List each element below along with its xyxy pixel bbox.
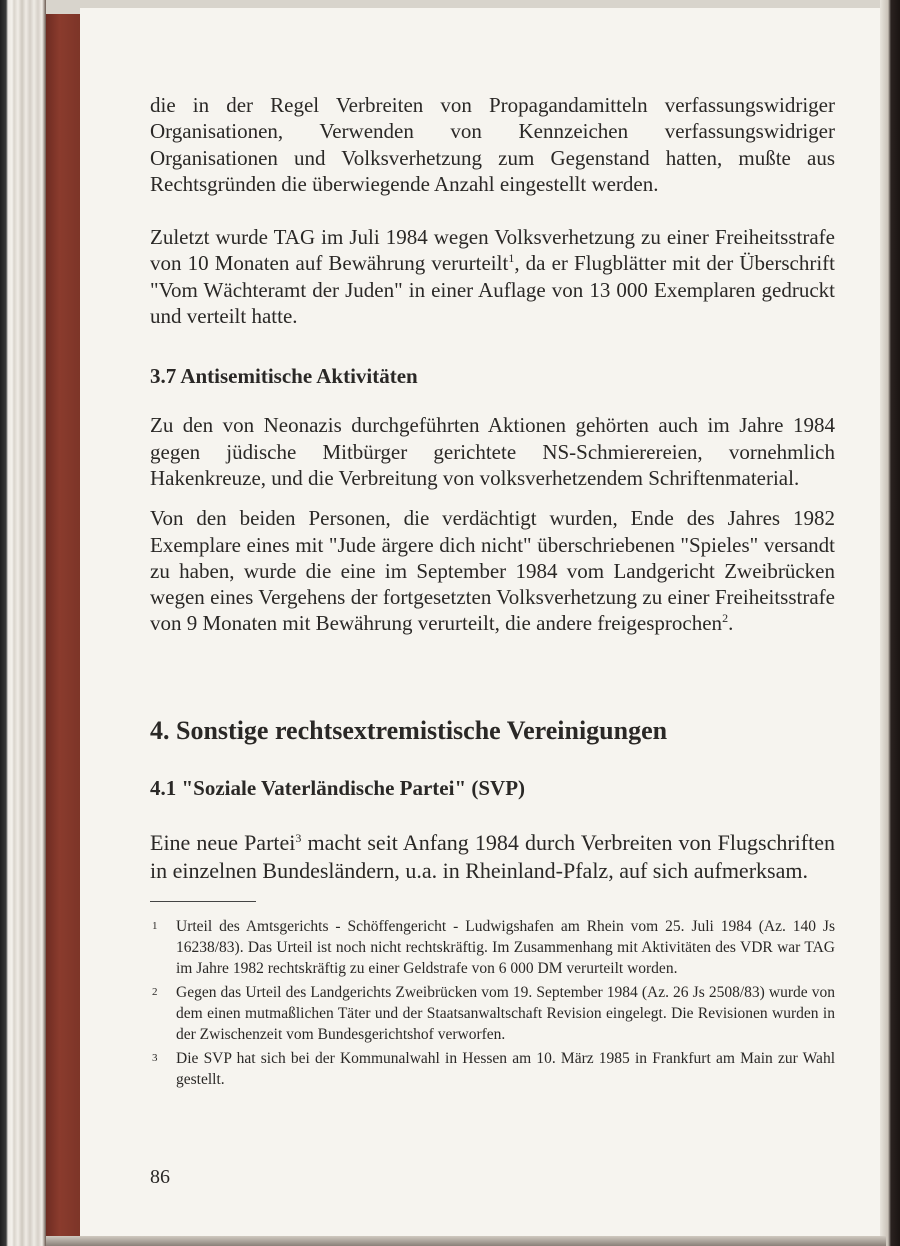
chapter-heading-4: 4. Sonstige rechtsextremistische Vereinigungen [150, 715, 668, 745]
page-content [150, 92, 835, 1090]
section-heading-4-1: 4.1 "Soziale Vaterländische Partei" (SVP) [150, 775, 526, 800]
book-binding [46, 14, 80, 1236]
paragraph-2 [150, 224, 835, 329]
footnote-ref-1: 1 [508, 251, 515, 266]
book-page-edges [0, 0, 46, 1246]
book-right-edge [880, 0, 900, 1246]
footnote-ref-3: 3 [295, 830, 302, 845]
footnote-3-text: Die SVP hat sich bei der Kommunalwahl in Hessen am 10. März 1985 in Frankfurt am Main zur Wahl gestellt. [176, 1049, 835, 1088]
paragraph-5 [150, 829, 835, 885]
paragraph-2-text-b: , da er Flugblätter mit der Überschrift "Vom Wächteramt der Juden" in einer Auflage von 13 000 Exemplaren gedruckt und verteilt hatte. [150, 251, 835, 329]
paragraph-2-text-a: Zuletzt wurde TAG im Juli 1984 wegen Volksverhetzung zu einer Freiheitsstrafe von 10 Monaten auf Bewährung verurteilt [150, 225, 835, 276]
paragraph-5-text-b: macht seit Anfang 1984 durch Verbreiten von Flugschriften in einzelnen Bundesländern, u.a. in Rheinland-Pfalz, auf sich aufmerksam. [150, 829, 835, 883]
paragraph-5-text-a: Eine neue Partei [150, 829, 296, 855]
footnote-3 [150, 1048, 835, 1090]
paragraph-1: die in der Regel Verbreiten von Propagandamitteln verfassungswidriger Organisationen, Verwenden von Kennzeichen verfassungswidriger Organisationen und Volksverhetzung zum Gegenstand hatten, mußte aus Rechtsgründen die überwiegende Anzahl eingestellt werden. [150, 93, 835, 196]
footnote-2-mark: 2 [152, 985, 158, 998]
section-heading-3-7: 3.7 Antisemitische Aktivitäten [150, 364, 418, 389]
book-bottom-edge [46, 1236, 886, 1246]
footnote-2 [150, 982, 835, 1045]
page-number: 86 [150, 1166, 170, 1188]
paragraph-4-text-a: Von den beiden Personen, die verdächtigt wurden, Ende des Jahres 1982 Exemplare eines mit "Jude ärgere dich nicht" überschriebenen "Spieles" versandt zu haben, wurde die eine im September 1984 vom Landgericht Zweibrücken wegen eines Vergehens der fortgesetzten Volksverhetzung zu einer Freiheitsstrafe von 9 Monaten mit Bewährung verurteilt, die andere freigesprochen [150, 506, 835, 636]
footnote-1-text: Urteil des Amtsgerichts - Schöffengericht - Ludwigshafen am Rhein vom 25. Juli 1984 (Az. 140 Js 16238/83). Das Urteil ist noch nicht rechtskräftig. Im Zusammenhang mit Aktivitäten des VDR war TAG im Jahre 1982 rechtskräftig zu einer Geldstrafe von 6 000 DM verurteilt worden. [176, 917, 835, 977]
footnote-3-mark: 3 [152, 1051, 158, 1064]
footnote-1 [150, 916, 835, 979]
footnote-1-mark: 1 [152, 919, 158, 932]
footnote-ref-2: 2 [722, 611, 729, 626]
paragraph-4-text-b: . [728, 611, 734, 636]
footnote-2-text: Gegen das Urteil des Landgerichts Zweibrücken vom 19. September 1984 (Az. 26 Js 2508/83) wurde von dem einen mutmaßlichen Täter und der Staatsanwaltschaft Revision eingelegt. Die Revisionen wurden in der Zwischenzeit vom Bundesgerichtshof verworfen. [176, 983, 835, 1043]
paragraph-4 [150, 505, 835, 636]
paragraph-3: Zu den von Neonazis durchgeführten Aktionen gehörten auch im Jahre 1984 gegen jüdische Mitbürger gerichtete NS-Schmierereien, vornehmlich Hakenkreuze, und die Verbreitung von volksverhetzendem Schriftenmaterial. [150, 413, 835, 490]
